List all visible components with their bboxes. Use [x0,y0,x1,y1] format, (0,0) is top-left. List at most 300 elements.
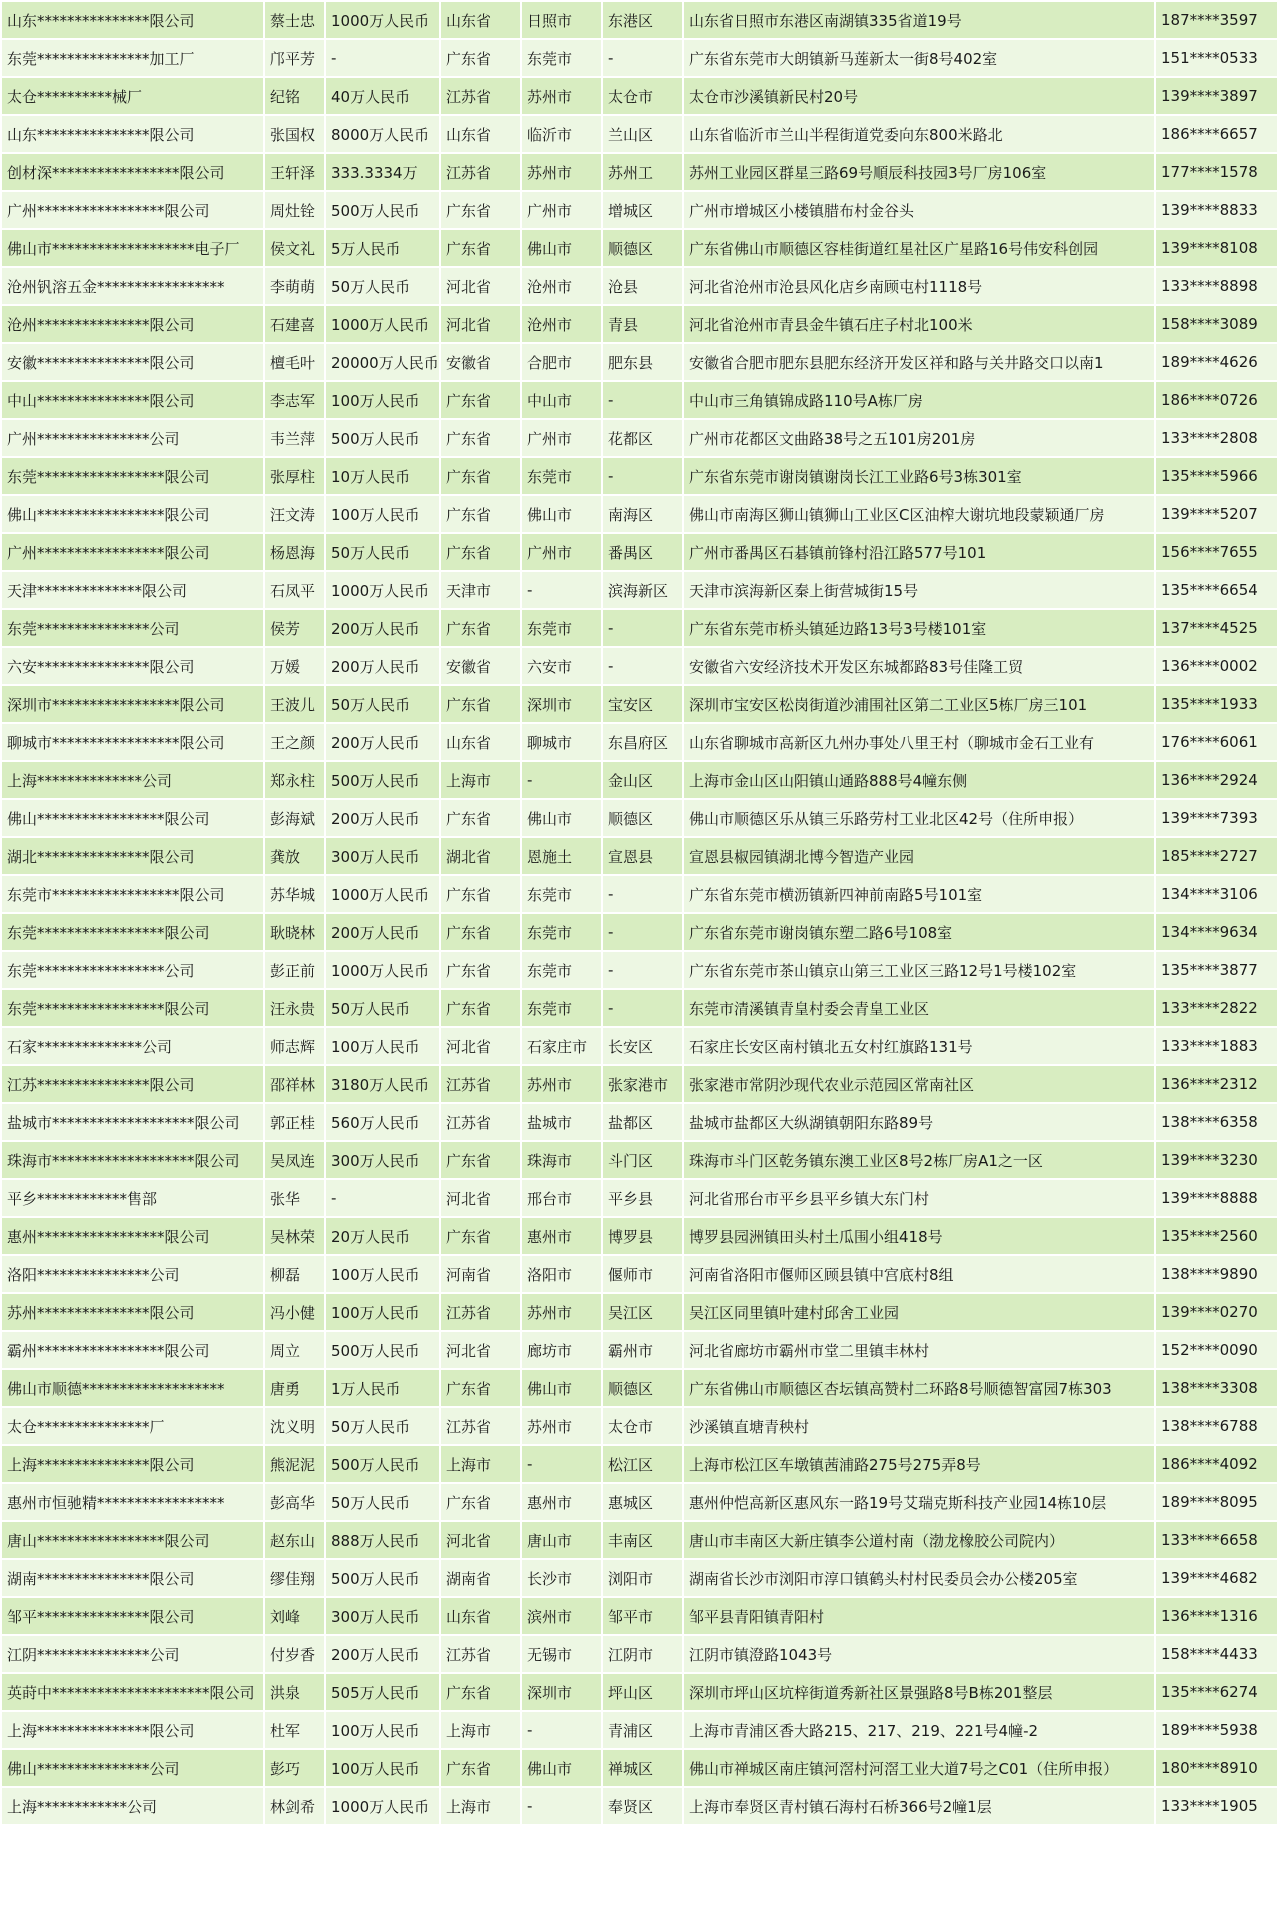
phone-cell: 135****6654 [1156,572,1277,608]
province-cell: 广东省 [441,1218,520,1254]
phone-cell: 139****3230 [1156,1142,1277,1178]
company-name-cell: 江苏***************限公司 [2,1066,263,1102]
phone-cell: 135****3877 [1156,952,1277,988]
city-cell: - [522,572,601,608]
address-cell: 广州市番禺区石碁镇前锋村沿江路577号101 [684,534,1154,570]
district-cell: 顺德区 [603,230,682,266]
phone-cell: 139****8108 [1156,230,1277,266]
city-cell: 佛山市 [522,800,601,836]
registered-capital-cell: 1000万人民币 [326,876,439,912]
city-cell: 东莞市 [522,914,601,950]
legal-person-cell: 彭高华 [265,1484,324,1520]
address-cell: 佛山市顺德区乐从镇三乐路劳村工业北区42号（住所申报） [684,800,1154,836]
phone-cell: 136****2924 [1156,762,1277,798]
address-cell: 江阴市镇澄路1043号 [684,1636,1154,1672]
address-cell: 珠海市斗门区乾务镇东澳工业区8号2栋厂房A1之一区 [684,1142,1154,1178]
district-cell: 盐都区 [603,1104,682,1140]
city-cell: 广州市 [522,420,601,456]
province-cell: 江苏省 [441,154,520,190]
city-cell: 临沂市 [522,116,601,152]
city-cell: 佛山市 [522,1750,601,1786]
company-name-cell: 盐城市*******************限公司 [2,1104,263,1140]
company-name-cell: 广州***************公司 [2,420,263,456]
company-name-cell: 山东***************限公司 [2,2,263,38]
city-cell: 佛山市 [522,496,601,532]
phone-cell: 133****1883 [1156,1028,1277,1064]
registered-capital-cell: 300万人民币 [326,838,439,874]
phone-cell: 135****5966 [1156,458,1277,494]
city-cell: 深圳市 [522,1674,601,1710]
company-name-cell: 上海***************限公司 [2,1446,263,1482]
company-name-cell: 山东***************限公司 [2,116,263,152]
phone-cell: 180****8910 [1156,1750,1277,1786]
table-row [2,116,1277,152]
phone-cell: 158****4433 [1156,1636,1277,1672]
district-cell: 青县 [603,306,682,342]
registered-capital-cell: 200万人民币 [326,800,439,836]
table-row [2,686,1277,722]
legal-person-cell: 侯芳 [265,610,324,646]
phone-cell: 139****0270 [1156,1294,1277,1330]
legal-person-cell: 柳磊 [265,1256,324,1292]
address-cell: 唐山市丰南区大新庄镇李公道村南（渤龙橡胶公司院内） [684,1522,1154,1558]
district-cell: 偃师市 [603,1256,682,1292]
registered-capital-cell: 500万人民币 [326,1560,439,1596]
city-cell: 六安市 [522,648,601,684]
company-name-cell: 东莞***************加工厂 [2,40,263,76]
city-cell: 广州市 [522,534,601,570]
province-cell: 广东省 [441,534,520,570]
address-cell: 石家庄长安区南村镇北五女村红旗路131号 [684,1028,1154,1064]
address-cell: 安徽省六安经济技术开发区东城都路83号佳隆工贸 [684,648,1154,684]
phone-cell: 186****0726 [1156,382,1277,418]
city-cell: 石家庄市 [522,1028,601,1064]
legal-person-cell: 吴凤连 [265,1142,324,1178]
address-cell: 河北省廊坊市霸州市堂二里镇丰林村 [684,1332,1154,1368]
district-cell: 宝安区 [603,686,682,722]
city-cell: 东莞市 [522,952,601,988]
address-cell: 上海市青浦区香大路215、217、219、221号4幢-2 [684,1712,1154,1748]
phone-cell: 139****4682 [1156,1560,1277,1596]
legal-person-cell: 檀毛叶 [265,344,324,380]
city-cell: 盐城市 [522,1104,601,1140]
registered-capital-cell: 300万人民币 [326,1598,439,1634]
province-cell: 广东省 [441,952,520,988]
address-cell: 沙溪镇直塘青秧村 [684,1408,1154,1444]
city-cell: 沧州市 [522,306,601,342]
registered-capital-cell: 888万人民币 [326,1522,439,1558]
legal-person-cell: 李志军 [265,382,324,418]
address-cell: 山东省日照市东港区南湖镇335省道19号 [684,2,1154,38]
legal-person-cell: 王轩泽 [265,154,324,190]
company-name-cell: 佛山*****************限公司 [2,800,263,836]
legal-person-cell: 李萌萌 [265,268,324,304]
phone-cell: 189****4626 [1156,344,1277,380]
phone-cell: 134****9634 [1156,914,1277,950]
address-cell: 苏州工业园区群星三路69号順辰科技园3号厂房106室 [684,154,1154,190]
legal-person-cell: 赵东山 [265,1522,324,1558]
address-cell: 张家港市常阴沙现代农业示范园区常南社区 [684,1066,1154,1102]
company-name-cell: 上海**************公司 [2,762,263,798]
phone-cell: 138****6358 [1156,1104,1277,1140]
table-row [2,762,1277,798]
phone-cell: 133****1905 [1156,1788,1277,1824]
province-cell: 山东省 [441,724,520,760]
city-cell: 惠州市 [522,1218,601,1254]
table-row [2,382,1277,418]
district-cell: 兰山区 [603,116,682,152]
registered-capital-cell: 3180万人民币 [326,1066,439,1102]
province-cell: 上海市 [441,1712,520,1748]
address-cell: 山东省临沂市兰山半程街道党委向东800米路北 [684,116,1154,152]
city-cell: 聊城市 [522,724,601,760]
legal-person-cell: 侯文礼 [265,230,324,266]
district-cell: 丰南区 [603,1522,682,1558]
address-cell: 广东省佛山市顺德区杏坛镇高赞村二环路8号顺德智富园7栋303 [684,1370,1154,1406]
district-cell: - [603,914,682,950]
phone-cell: 186****6657 [1156,116,1277,152]
legal-person-cell: 张厚柱 [265,458,324,494]
registered-capital-cell: 50万人民币 [326,268,439,304]
city-cell: 唐山市 [522,1522,601,1558]
province-cell: 广东省 [441,420,520,456]
legal-person-cell: 林剑希 [265,1788,324,1824]
registered-capital-cell: 1万人民币 [326,1370,439,1406]
company-name-cell: 佛山*****************限公司 [2,496,263,532]
company-name-cell: 太仓**********械厂 [2,78,263,114]
registered-capital-cell: 1000万人民币 [326,306,439,342]
registered-capital-cell: 100万人民币 [326,382,439,418]
address-cell: 邹平县青阳镇青阳村 [684,1598,1154,1634]
company-name-cell: 苏州***************限公司 [2,1294,263,1330]
registered-capital-cell: 100万人民币 [326,1294,439,1330]
address-cell: 上海市松江区车墩镇茜浦路275号275弄8号 [684,1446,1154,1482]
phone-cell: 133****6658 [1156,1522,1277,1558]
registered-capital-cell: 100万人民币 [326,1256,439,1292]
city-cell: 廊坊市 [522,1332,601,1368]
company-name-cell: 东莞市*****************限公司 [2,876,263,912]
district-cell: 沧县 [603,268,682,304]
address-cell: 天津市滨海新区秦上街营城街15号 [684,572,1154,608]
phone-cell: 156****7655 [1156,534,1277,570]
legal-person-cell: 石凤平 [265,572,324,608]
legal-person-cell: 韦兰萍 [265,420,324,456]
registered-capital-cell: 100万人民币 [326,1712,439,1748]
address-cell: 河北省邢台市平乡县平乡镇大东门村 [684,1180,1154,1216]
address-cell: 深圳市坪山区坑梓街道秀新社区景强路8号B栋201整层 [684,1674,1154,1710]
company-name-cell: 广州*****************限公司 [2,534,263,570]
table-row [2,78,1277,114]
phone-cell: 177****1578 [1156,154,1277,190]
table-row [2,458,1277,494]
district-cell: 霸州市 [603,1332,682,1368]
registered-capital-cell: 10万人民币 [326,458,439,494]
registered-capital-cell: 100万人民币 [326,1750,439,1786]
legal-person-cell: 彭正前 [265,952,324,988]
table-row [2,876,1277,912]
province-cell: 安徽省 [441,344,520,380]
city-cell: 沧州市 [522,268,601,304]
address-cell: 佛山市禅城区南庄镇河滘村河滘工业大道7号之C01（住所申报） [684,1750,1154,1786]
address-cell: 宣恩县椒园镇湖北博今智造产业园 [684,838,1154,874]
city-cell: - [522,1446,601,1482]
city-cell: 日照市 [522,2,601,38]
address-cell: 惠州仲恺高新区惠风东一路19号艾瑞克斯科技产业园14栋10层 [684,1484,1154,1520]
address-cell: 湖南省长沙市浏阳市淳口镇鹤头村村民委员会办公楼205室 [684,1560,1154,1596]
district-cell: 张家港市 [603,1066,682,1102]
company-name-cell: 上海************公司 [2,1788,263,1824]
legal-person-cell: 彭海斌 [265,800,324,836]
province-cell: 上海市 [441,762,520,798]
address-cell: 太仓市沙溪镇新民村20号 [684,78,1154,114]
registered-capital-cell: 200万人民币 [326,724,439,760]
city-cell: 惠州市 [522,1484,601,1520]
legal-person-cell: 邵祥林 [265,1066,324,1102]
table-row [2,1028,1277,1064]
district-cell: 博罗县 [603,1218,682,1254]
district-cell: 金山区 [603,762,682,798]
phone-cell: 139****3897 [1156,78,1277,114]
city-cell: 东莞市 [522,990,601,1026]
table-row [2,648,1277,684]
address-cell: 广东省东莞市谢岗镇谢岗长江工业路6号3栋301室 [684,458,1154,494]
registered-capital-cell: 100万人民币 [326,496,439,532]
district-cell: 平乡县 [603,1180,682,1216]
city-cell: 中山市 [522,382,601,418]
province-cell: 河北省 [441,306,520,342]
address-cell: 广东省东莞市茶山镇京山第三工业区三路12号1号楼102室 [684,952,1154,988]
province-cell: 山东省 [441,2,520,38]
district-cell: 增城区 [603,192,682,228]
legal-person-cell: 彭巧 [265,1750,324,1786]
legal-person-cell: 邝平芳 [265,40,324,76]
company-name-cell: 佛山市*******************电子厂 [2,230,263,266]
company-name-cell: 东莞*****************限公司 [2,914,263,950]
address-cell: 河南省洛阳市偃师区顾县镇中宫底村8组 [684,1256,1154,1292]
district-cell: 吴江区 [603,1294,682,1330]
company-name-cell: 英莳中*********************限公司 [2,1674,263,1710]
company-name-cell: 广州*****************限公司 [2,192,263,228]
registered-capital-cell: 8000万人民币 [326,116,439,152]
table-row [2,1256,1277,1292]
district-cell: 青浦区 [603,1712,682,1748]
province-cell: 江苏省 [441,1408,520,1444]
registered-capital-cell: 20000万人民币 [326,344,439,380]
table-row [2,1066,1277,1102]
table-row [2,1218,1277,1254]
address-cell: 广州市增城区小楼镇腊布村金谷头 [684,192,1154,228]
address-cell: 中山市三角镇锦成路110号A栋厂房 [684,382,1154,418]
company-name-cell: 创材深*****************限公司 [2,154,263,190]
registered-capital-cell: 500万人民币 [326,420,439,456]
province-cell: 广东省 [441,686,520,722]
table-row [2,800,1277,836]
province-cell: 广东省 [441,40,520,76]
address-cell: 河北省沧州市沧县风化店乡南顾屯村1118号 [684,268,1154,304]
legal-person-cell: 王之颜 [265,724,324,760]
registered-capital-cell: 50万人民币 [326,1484,439,1520]
table-body [2,2,1277,1824]
company-name-cell: 天津**************限公司 [2,572,263,608]
registered-capital-cell: 5万人民币 [326,230,439,266]
table-row [2,724,1277,760]
phone-cell: 158****3089 [1156,306,1277,342]
legal-person-cell: 缪佳翔 [265,1560,324,1596]
company-name-cell: 沧州***************限公司 [2,306,263,342]
company-name-cell: 东莞*****************公司 [2,952,263,988]
address-cell: 广东省东莞市横沥镇新四神前南路5号101室 [684,876,1154,912]
province-cell: 广东省 [441,914,520,950]
city-cell: 珠海市 [522,1142,601,1178]
company-name-cell: 湖南***************限公司 [2,1560,263,1596]
legal-person-cell: 汪永贵 [265,990,324,1026]
legal-person-cell: 唐勇 [265,1370,324,1406]
table-row [2,192,1277,228]
province-cell: 河南省 [441,1256,520,1292]
legal-person-cell: 周立 [265,1332,324,1368]
table-row [2,40,1277,76]
company-name-cell: 上海***************限公司 [2,1712,263,1748]
phone-cell: 151****0533 [1156,40,1277,76]
phone-cell: 185****2727 [1156,838,1277,874]
legal-person-cell: 耿晓林 [265,914,324,950]
city-cell: 东莞市 [522,610,601,646]
district-cell: - [603,382,682,418]
registered-capital-cell: 50万人民币 [326,686,439,722]
table-row [2,1142,1277,1178]
phone-cell: 137****4525 [1156,610,1277,646]
company-name-cell: 惠州*****************限公司 [2,1218,263,1254]
province-cell: 江苏省 [441,1066,520,1102]
province-cell: 安徽省 [441,648,520,684]
table-row [2,1104,1277,1140]
table-row [2,1712,1277,1748]
phone-cell: 133****8898 [1156,268,1277,304]
legal-person-cell: 师志辉 [265,1028,324,1064]
company-name-cell: 深圳市*****************限公司 [2,686,263,722]
province-cell: 广东省 [441,990,520,1026]
district-cell: 花都区 [603,420,682,456]
province-cell: 广东省 [441,1674,520,1710]
address-cell: 广州市花都区文曲路38号之五101房201房 [684,420,1154,456]
table-row [2,914,1277,950]
legal-person-cell: 熊泥泥 [265,1446,324,1482]
district-cell: 滨海新区 [603,572,682,608]
company-name-cell: 六安***************限公司 [2,648,263,684]
district-cell: - [603,610,682,646]
legal-person-cell: 杨恩海 [265,534,324,570]
table-row [2,306,1277,342]
address-cell: 山东省聊城市高新区九州办事处八里王村（聊城市金石工业有 [684,724,1154,760]
legal-person-cell: 汪文涛 [265,496,324,532]
phone-cell: 133****2822 [1156,990,1277,1026]
table-row [2,1446,1277,1482]
address-cell: 吴江区同里镇叶建村邱舍工业园 [684,1294,1154,1330]
province-cell: 河北省 [441,1028,520,1064]
district-cell: 坪山区 [603,1674,682,1710]
phone-cell: 186****4092 [1156,1446,1277,1482]
address-cell: 上海市奉贤区青村镇石海村石桥366号2幢1层 [684,1788,1154,1824]
table-row [2,1294,1277,1330]
phone-cell: 134****3106 [1156,876,1277,912]
company-name-cell: 安徽***************限公司 [2,344,263,380]
district-cell: 奉贤区 [603,1788,682,1824]
phone-cell: 138****3308 [1156,1370,1277,1406]
company-name-cell: 中山***************限公司 [2,382,263,418]
city-cell: 邢台市 [522,1180,601,1216]
phone-cell: 139****8833 [1156,192,1277,228]
district-cell: 江阴市 [603,1636,682,1672]
phone-cell: 138****6788 [1156,1408,1277,1444]
company-name-cell: 石家**************公司 [2,1028,263,1064]
table-row [2,154,1277,190]
table-row [2,1750,1277,1786]
address-cell: 深圳市宝安区松岗街道沙浦围社区第二工业区5栋厂房三101 [684,686,1154,722]
district-cell: 顺德区 [603,800,682,836]
province-cell: 天津市 [441,572,520,608]
phone-cell: 135****6274 [1156,1674,1277,1710]
district-cell: 肥东县 [603,344,682,380]
city-cell: 东莞市 [522,876,601,912]
city-cell: 苏州市 [522,1408,601,1444]
province-cell: 广东省 [441,458,520,494]
table-row [2,534,1277,570]
phone-cell: 136****1316 [1156,1598,1277,1634]
registered-capital-cell: - [326,1180,439,1216]
registered-capital-cell: 500万人民币 [326,192,439,228]
address-cell: 上海市金山区山阳镇山通路888号4幢东侧 [684,762,1154,798]
province-cell: 河北省 [441,1522,520,1558]
legal-person-cell: 吴林荣 [265,1218,324,1254]
registered-capital-cell: 200万人民币 [326,914,439,950]
province-cell: 广东省 [441,496,520,532]
table-row [2,420,1277,456]
province-cell: 广东省 [441,1142,520,1178]
phone-cell: 135****1933 [1156,686,1277,722]
registered-capital-cell: 100万人民币 [326,1028,439,1064]
registered-capital-cell: 1000万人民币 [326,572,439,608]
city-cell: 长沙市 [522,1560,601,1596]
address-cell: 广东省佛山市顺德区容桂街道红星社区广星路16号伟安科创园 [684,230,1154,266]
legal-person-cell: 郑永柱 [265,762,324,798]
company-name-cell: 聊城市*****************限公司 [2,724,263,760]
phone-cell: 189****8095 [1156,1484,1277,1520]
district-cell: - [603,458,682,494]
registered-capital-cell: 1000万人民币 [326,952,439,988]
province-cell: 江苏省 [441,1636,520,1672]
registered-capital-cell: 200万人民币 [326,610,439,646]
company-name-cell: 佛山***************公司 [2,1750,263,1786]
province-cell: 广东省 [441,1370,520,1406]
province-cell: 广东省 [441,800,520,836]
table-row [2,230,1277,266]
table-row [2,268,1277,304]
city-cell: 东莞市 [522,458,601,494]
district-cell: 顺德区 [603,1370,682,1406]
registered-capital-cell: 1000万人民币 [326,1788,439,1824]
table-row [2,838,1277,874]
table-row [2,2,1277,38]
table-row [2,990,1277,1026]
province-cell: 广东省 [441,230,520,266]
phone-cell: 133****2808 [1156,420,1277,456]
district-cell: 东港区 [603,2,682,38]
district-cell: 宣恩县 [603,838,682,874]
registered-capital-cell: - [326,40,439,76]
city-cell: - [522,1712,601,1748]
province-cell: 江苏省 [441,78,520,114]
district-cell: 斗门区 [603,1142,682,1178]
